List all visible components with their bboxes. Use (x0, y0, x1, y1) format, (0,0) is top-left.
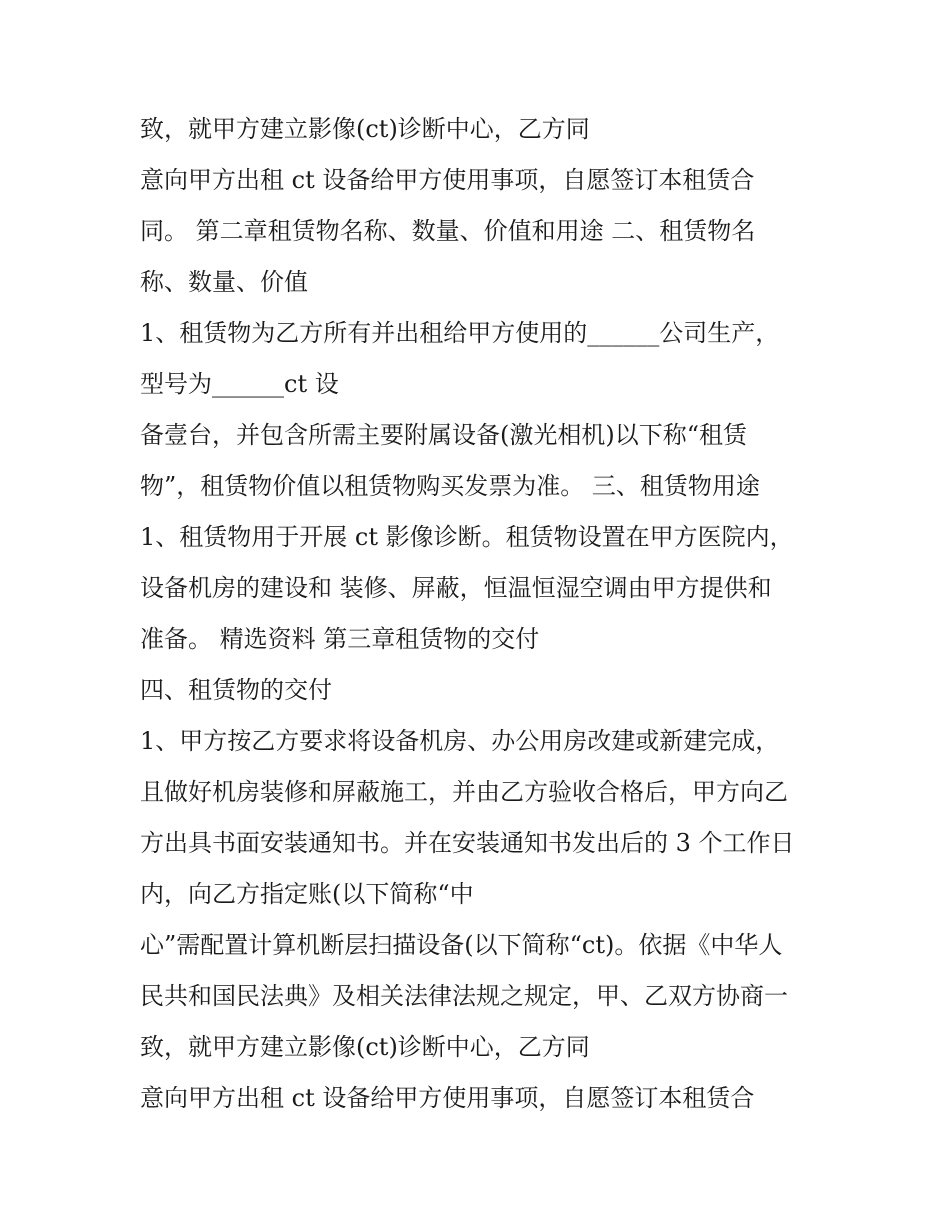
text-line: 1、租赁物用于开展 ct 影像诊断。租赁物设置在甲方医院内， (140, 523, 794, 551)
text-line: 1、甲方按乙方要求将设备机房、办公用房改建或新建完成， (140, 727, 780, 755)
text-line: 意向甲方出租 ct 设备给甲方使用事项，自愿签订本租赁合 (140, 166, 755, 194)
text-line: 同。 第二章租赁物名称、数量、价值和用途 二、租赁物名 (140, 217, 756, 245)
text-line: 内，向乙方指定账(以下简称“中 (140, 880, 474, 908)
text-line: 准备。 精选资料 第三章租赁物的交付 (140, 625, 540, 653)
text-line: 致，就甲方建立影像(ct)诊断中心，乙方同 (140, 1033, 590, 1061)
text-line: 致，就甲方建立影像(ct)诊断中心，乙方同 (140, 115, 590, 143)
text-line: 备壹台，并包含所需主要附属设备(激光相机)以下称“租赁 (140, 421, 747, 449)
text-line: 称、数量、价值 (140, 268, 308, 296)
document-body (140, 104, 840, 1124)
text-line: 型号为______ct 设 (140, 370, 339, 398)
text-line: 四、租赁物的交付 (140, 676, 332, 704)
text-line: 意向甲方出租 ct 设备给甲方使用事项，自愿签订本租赁合 (140, 1084, 755, 1112)
text-line: 且做好机房装修和屏蔽施工，并由乙方验收合格后，甲方向乙 (140, 778, 788, 806)
text-line: 物”，租赁物价值以租赁物购买发票为准。 三、租赁物用途 (140, 472, 760, 500)
text-line: 方出具书面安装通知书。并在安装通知书发出后的 3 个工作日 (140, 829, 795, 857)
text-line: 心”需配置计算机断层扫描设备(以下简称“ct)。依据《中华人 (140, 931, 783, 959)
text-line: 1、租赁物为乙方所有并出租给甲方使用的______公司生产， (140, 319, 780, 347)
text-line: 设备机房的建设和 装修、屏蔽，恒温恒湿空调由甲方提供和 (140, 574, 772, 602)
text-line: 民共和国民法典》及相关法律法规之规定，甲、乙双方协商一 (140, 982, 788, 1010)
